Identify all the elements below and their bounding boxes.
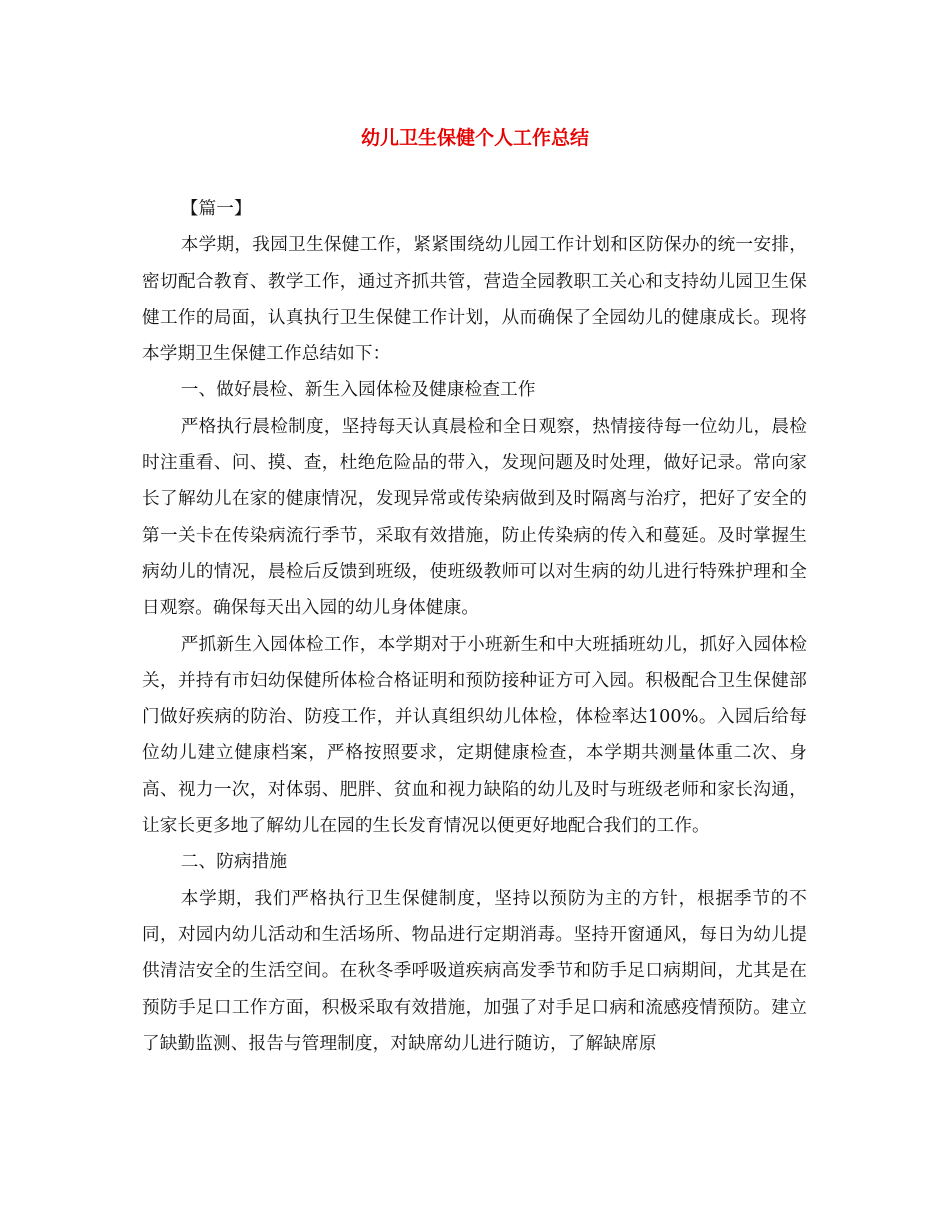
section-heading-1: 一、做好晨检、新生入园体检及健康检查工作 xyxy=(180,380,536,401)
document-body xyxy=(142,191,807,1062)
paragraph-prevention: 本学期，我们严格执行卫生保健制度，坚持以预防为主的方针，根据季节的不同，对园内幼儿活动和生活场所、物品进行定期消毒。坚持开窗通风，每日为幼儿提供清洁安全的生活空间。在秋冬季呼吸道疾病高发季节和防手足口病期间，尤其是在预防手足口工作方面，积极采取有效措施，加强了对手足口病和流感疫情预防。建立了缺勤监测、报告与管理制度，对缺席幼儿进行随访，了解缺席原 xyxy=(142,888,807,1054)
section-label: 【篇一】 xyxy=(180,199,252,219)
document-title: 幼儿卫生保健个人工作总结 xyxy=(360,127,589,149)
paragraph-morning-check: 严格执行晨检制度，坚持每天认真晨检和全日观察，热情接待每一位幼儿，晨检时注重看、问、摸、查，杜绝危险品的带入，发现问题及时处理，做好记录。常向家长了解幼儿在家的健康情况，发现异常或传染病做到及时隔离与治疗，把好了安全的第一关卡在传染病流行季节，采取有效措施，防止传染病的传入和蔓延。及时掌握生病幼儿的情况，晨检后反馈到班级，使班级教师可以对生病的幼儿进行特殊护理和全日观察。确保每天出入园的幼儿身体健康。 xyxy=(142,416,807,619)
section-heading-2: 二、防病措施 xyxy=(180,852,288,873)
paragraph-new-student-checkup: 严抓新生入园体检工作，本学期对于小班新生和中大班插班幼儿，抓好入园体检关，并持有市妇幼保健所体检合格证明和预防接种证方可入园。积极配合卫生保健部门做好疾病的防治、防疫工作，并认真组织幼儿体检，体检率达100%。入园后给每位幼儿建立健康档案，严格按照要求，定期健康检查，本学期共测量体重二次、身高、视力一次，对体弱、肥胖、贫血和视力缺陷的幼儿及时与班级老师和家长沟通，让家长更多地了解幼儿在园的生长发育情况以便更好地配合我们的工作。 xyxy=(142,634,807,837)
paragraph-intro: 本学期，我园卫生保健工作，紧紧围绕幼儿园工作计划和区防保办的统一安排，密切配合教育、教学工作，通过齐抓共管，营造全园教职工关心和支持幼儿园卫生保健工作的局面，认真执行卫生保健工作计划，从而确保了全园幼儿的健康成长。现将本学期卫生保健工作总结如下： xyxy=(142,235,807,365)
